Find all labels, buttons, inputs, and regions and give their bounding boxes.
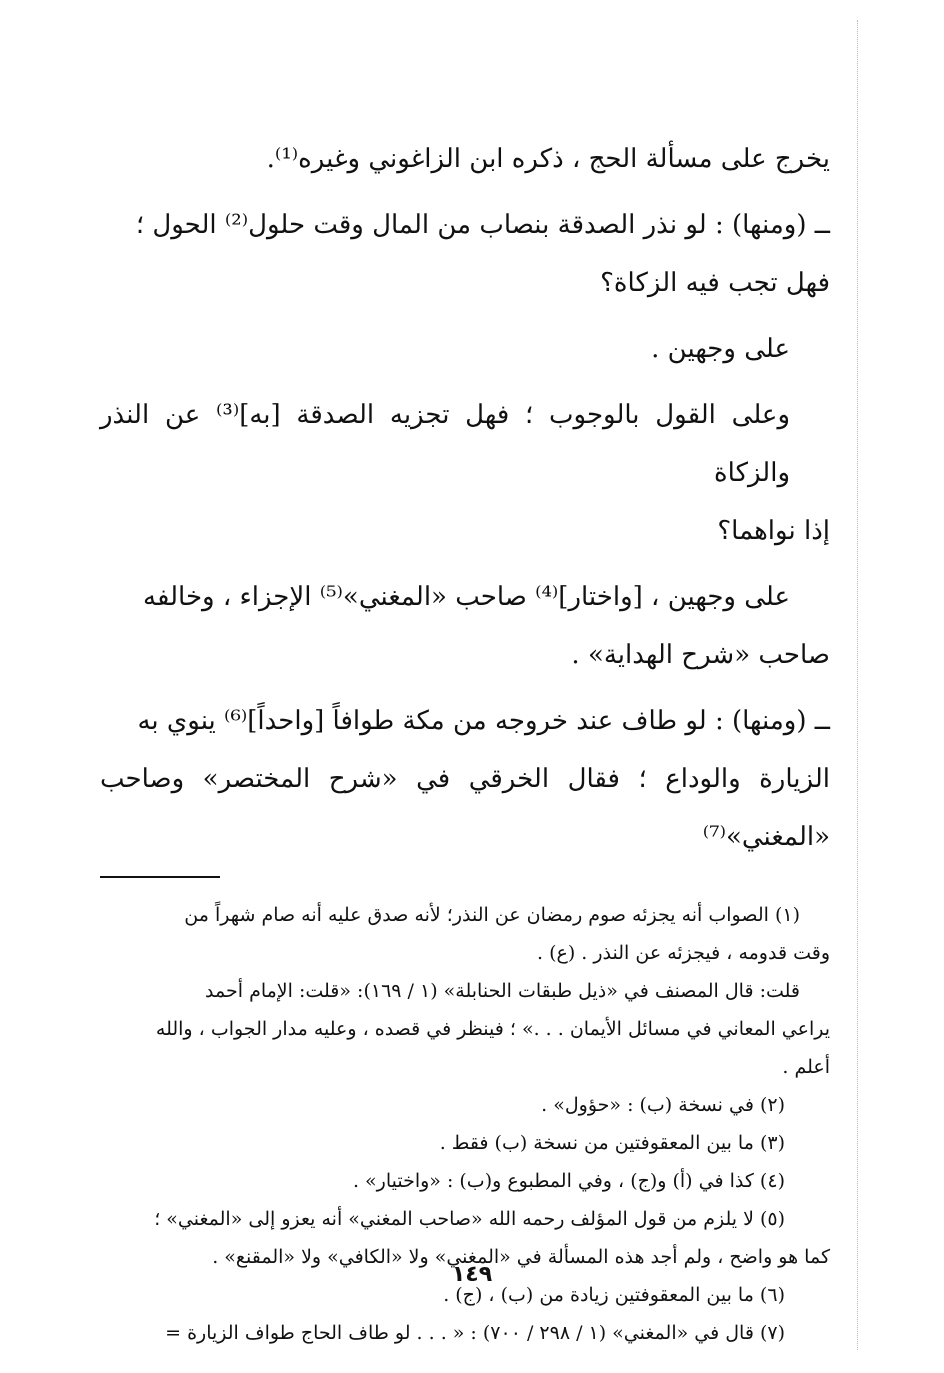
footnote-4: (٤) كذا في (أ) و(ج) ، وفي المطبوع و(ب) : «واختيار» . xyxy=(352,1170,785,1192)
margin-dotted-line xyxy=(857,20,858,1350)
footnote-2: (٢) في نسخة (ب) : «حؤول» . xyxy=(541,1094,785,1116)
footnote-1-line-1: (١) الصواب أنه يجزئه صوم رمضان عن النذر؛ لأنه صدق عليه أنه صام شهراً من xyxy=(184,904,800,926)
main-line-1: يخرج على مسألة الحج ، ذكره ابن الزاغوني وغيره⁽¹⁾. xyxy=(266,144,830,174)
footnote-separator-wrap xyxy=(100,876,830,878)
footnote-separator xyxy=(100,876,220,878)
footnote-5-line-2: كما هو واضح ، ولم أجد هذه المسألة في «المغني» ولا «الكافي» ولا «المقنع» . xyxy=(212,1246,830,1268)
main-line-6: إذا نواهما؟ xyxy=(717,516,830,546)
footnote-7: (٧) قال في «المغني» (١ / ٢٩٨ / ٧٠٠) : « . . . لو طاف الحاج طواف الزيارة = xyxy=(165,1322,785,1344)
main-line-4: على وجهين . xyxy=(651,334,790,364)
footnote-1-line-3: قلت: قال المصنف في «ذيل طبقات الحنابلة» (١ / ١٦٩): «قلت: الإمام أحمد xyxy=(205,980,800,1002)
main-line-9: ــ (ومنها) : لو طاف عند خروجه من مكة طوافاً [واحداً]⁽⁶⁾ ينوي به xyxy=(137,706,830,736)
footnote-6: (٦) ما بين المعقوفتين زيادة من (ب) ، (ج) . xyxy=(443,1284,785,1306)
main-line-3: فهل تجب فيه الزكاة؟ xyxy=(600,268,830,298)
footnote-1-line-5: أعلم . xyxy=(782,1056,830,1078)
main-line-5: وعلى القول بالوجوب ؛ فهل تجزيه الصدقة [به]⁽³⁾ عن النذر والزكاة xyxy=(100,400,790,488)
footnote-5-line-1: (٥) لا يلزم من قول المؤلف رحمه الله «صاحب المغني» أنه يعزو إلى «المغني» ؛ xyxy=(154,1208,785,1230)
main-line-10: الزيارة والوداع ؛ فقال الخرقي في «شرح المختصر» وصاحب «المغني»⁽⁷⁾ xyxy=(100,764,830,852)
page-content xyxy=(100,130,830,1352)
footnote-1-line-4: يراعي المعاني في مسائل الأيمان . . .» ؛ فينظر في قصده ، وعليه مدار الجواب ، والله xyxy=(155,1018,830,1040)
main-text xyxy=(100,130,830,866)
footnote-1-line-2: وقت قدومه ، فيجزئه عن النذر . (ع) . xyxy=(537,942,830,964)
main-line-8: صاحب «شرح الهداية» . xyxy=(571,640,830,670)
main-line-2: ــ (ومنها) : لو نذر الصدقة بنصاب من المال وقت حلول⁽²⁾ الحول ؛ xyxy=(135,210,830,240)
footnote-3: (٣) ما بين المعقوفتين من نسخة (ب) فقط . xyxy=(439,1132,785,1154)
page-number: ١٤٩ xyxy=(451,1262,493,1287)
main-line-7: على وجهين ، [واختار]⁽⁴⁾ صاحب «المغني»⁽⁵⁾ الإجزاء ، وخالفه xyxy=(143,582,790,612)
